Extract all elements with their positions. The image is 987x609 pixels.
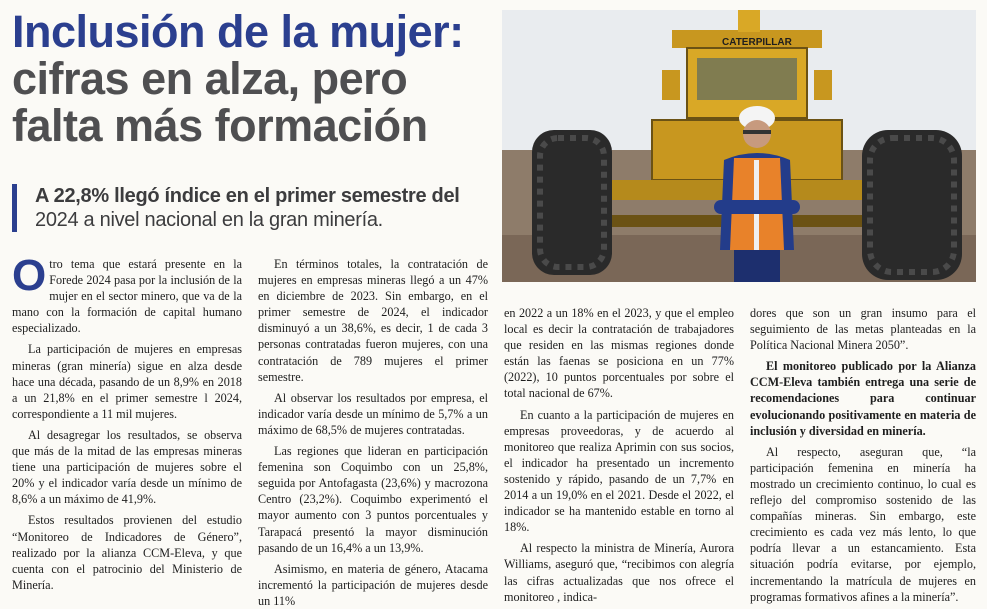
paragraph: Al respecto la ministra de Minería, Aurora Williams, aseguró que, “recibimos con alegría las cifras actualizadas que nos ofrece el monitoreo , indica- [504, 541, 734, 604]
paragraph: Al desagregar los resultados, se observa que más de la mitad de las empresas mineras tiene una participación de mujeres sobre el 20% y el indicador varía desde un mínimo de 8,6% a un máximo de 41,9%. [12, 427, 242, 507]
article-column-4 [750, 305, 976, 605]
mining-grader-photo [502, 10, 976, 282]
machine-brand-text: CATERPILLAR [722, 37, 792, 48]
headline-line-3: falta más formación [12, 100, 428, 151]
paragraph: Al respecto, aseguran que, “la participación femenina en minería ha mostrado un crecimiento continuo, lo cual es reflejo del compromiso sostenido de las compañías mineras. Sin embargo, este crecimiento es cada vez más lento, lo que podría llevar a un estancamiento. Esta situación podría evitarse, por ejemplo, incrementando la matrícula de mujeres en programas formativos afines a la minería”. [750, 444, 976, 604]
drop-cap: O [12, 251, 47, 300]
paragraph: Otro tema que estará presente en la Forede 2024 pasa por la inclusión de la mujer en el sector minero, que va de la mano con la formación de capital humano especializado. [12, 251, 242, 336]
article-column-3 [504, 305, 734, 605]
paragraph: La participación de mujeres en empresas mineras (gran minería) sigue en alza desde hace una década, pasando de un 8,9% en 2018 a un 21,8% en el primer semestre l 2024, correspondiente a 11 mil mujeres. [12, 342, 242, 421]
article-column-2 [258, 256, 488, 609]
headline-line-2: cifras en alza, pero [12, 53, 408, 104]
paragraph: Al observar los resultados por empresa, el indicador varía desde un mínimo de 5,7% a un máximo de 68,5% de mujeres contratadas. [258, 390, 488, 437]
subheadline-bold: A 22,8% llegó índice en el primer semestre del [35, 185, 460, 207]
article-column-1 [12, 251, 242, 593]
paragraph: En cuanto a la participación de mujeres en empresas proveedoras, y de acuerdo al monitoreo que realiza Aprimin con sus socios, el indicador ha presentado un incremento sostenido y rápido, pasando de un 7,7% en 2014 a un 19,0% en el 2021. Desde el 2022, el indicador se ha mantenido estable en torno al 18%. [504, 407, 734, 535]
paragraph: Asimismo, en materia de género, Atacama incrementó la participación de mujeres desde un 11% [258, 561, 488, 608]
paragraph: El monitoreo publicado por la Alianza CCM-Eleva también entrega una serie de recomendaciones para continuar evolucionando positivamente en materia de inclusión y diversidad en minería. [750, 359, 976, 438]
headline-line-1: Inclusión de la mujer: [12, 6, 464, 57]
paragraph: Estos resultados provienen del estudio “Monitoreo de Indicadores de Género”, realizado por la alianza CCM-Eleva, y que cuenta con el patrocinio del Ministerio de Minería. [12, 513, 242, 592]
headline [12, 8, 492, 149]
article-photo [502, 10, 976, 282]
subheadline-regular: 2024 a nivel nacional en la gran minería. [35, 209, 383, 231]
paragraph: dores que son un gran insumo para el seguimiento de las metas planteadas en la Política Nacional Minera 2050”. [750, 306, 976, 353]
subheadline [12, 184, 523, 232]
paragraph: en 2022 a un 18% en el 2023, y que el empleo local es decir la contratación de trabajadores que residen en las mismas regiones donde están las faenas se posiciona en un 77% (2022), 10 puntos porcentuales por sobre el total nacional de 67%. [504, 306, 734, 401]
paragraph: En términos totales, la contratación de mujeres en empresas mineras llegó a un 47% en diciembre de 2023. Sin embargo, en el primer semestre de 2024, el indicador disminuyó a un 38,6%, es decir, 1 de cada 3 personas contratadas fueron mujeres, con una contratación de 789 mujeres el primer semestre. [258, 257, 488, 384]
paragraph: Las regiones que lideran en participación femenina son Coquimbo con un 25,8%, seguida por Antofagasta (23,6%) y macrozona Centro (23,2%). Coquimbo experimentó el mayor aumento con 3 puntos porcentuales y Tarapacá presentó la mayor disminución pasando de un 16,4% a un 13,9%. [258, 444, 488, 555]
